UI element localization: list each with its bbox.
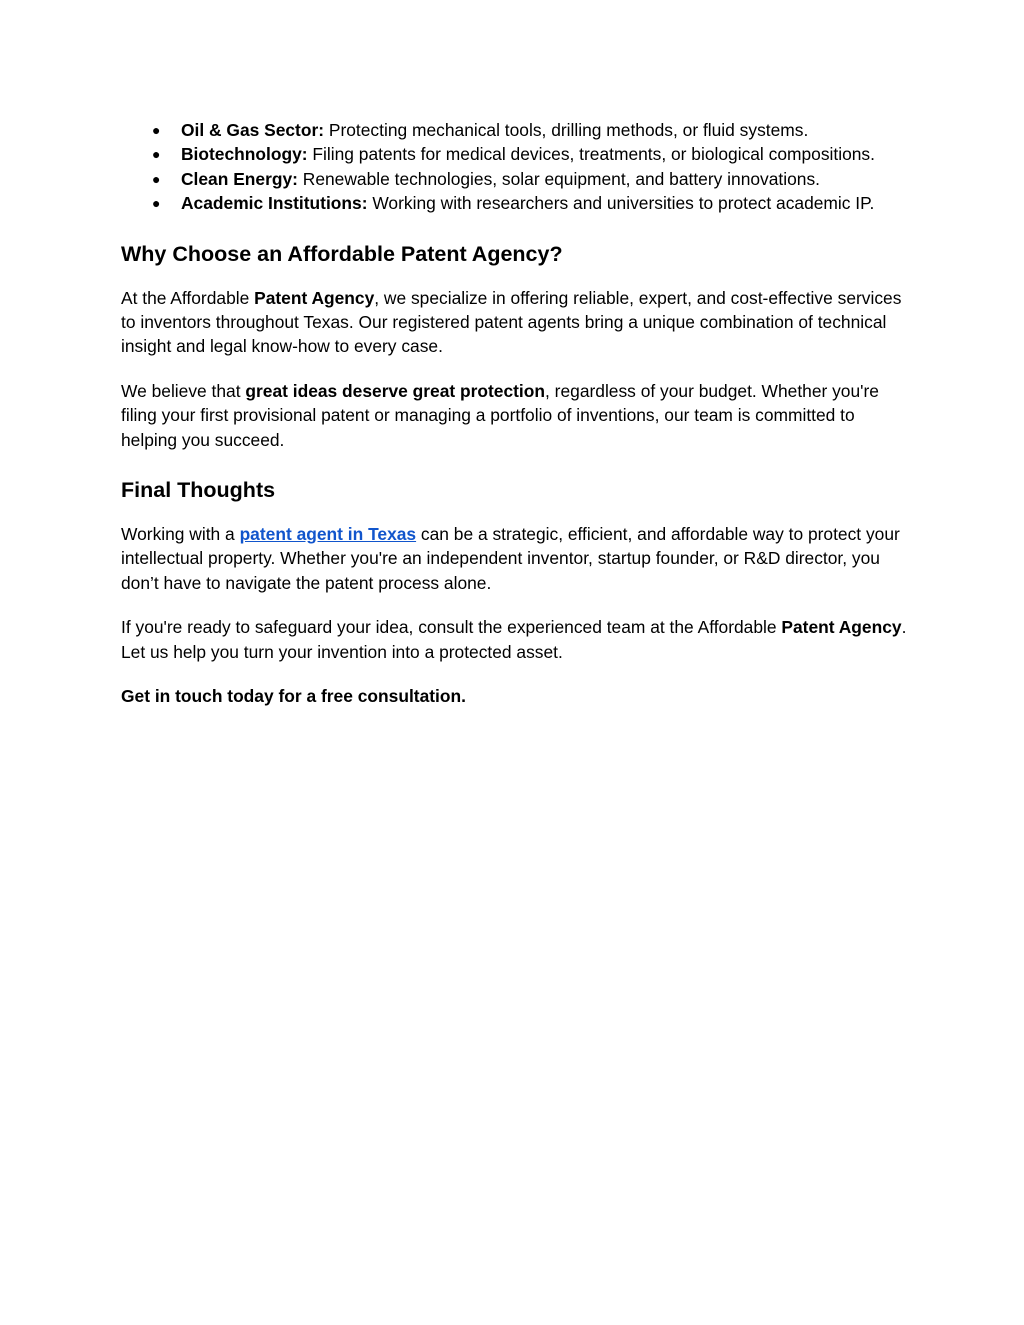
why-paragraph-1	[121, 286, 911, 359]
list-item	[121, 191, 911, 215]
final-thoughts-heading: Final Thoughts	[121, 478, 276, 503]
text-run: , we specialize in offering reliable, expert, and cost-effective services to inventors throughout Texas. Our registered patent agents bring a unique combination of technical insight and legal know-how to every case.	[121, 287, 902, 357]
list-item	[121, 167, 911, 191]
list-item	[121, 118, 911, 142]
list-item-text: Filing patents for medical devices, treatments, or biological compositions.	[307, 144, 875, 165]
agency-name-bold: Patent Agency	[254, 287, 375, 308]
patent-agent-texas-link[interactable]: patent agent in Texas	[239, 524, 417, 545]
bullet-icon: ●	[152, 122, 161, 138]
text-run: At the Affordable	[121, 287, 255, 308]
bullet-icon: ●	[152, 170, 161, 187]
list-item-label: Academic Institutions:	[181, 193, 368, 214]
text-run: . Let us help you turn your invention into a protected asset.	[121, 617, 907, 662]
why-paragraph-2	[121, 379, 911, 452]
bullet-icon: ●	[152, 146, 161, 163]
list-item-label: Clean Energy:	[181, 168, 298, 189]
text-run: If you're ready to safeguard your idea, consult the experienced team at the Affordable	[121, 617, 782, 638]
text-run: Working with a	[121, 524, 240, 545]
list-item-text: Renewable technologies, solar equipment, and battery innovations.	[297, 168, 820, 189]
agency-name-bold: Patent Agency	[781, 617, 902, 638]
why-choose-heading: Why Choose an Affordable Patent Agency?	[121, 241, 563, 266]
list-item-text: Working with researchers and universities to protect academic IP.	[367, 193, 875, 214]
text-run: , regardless of your budget. Whether you're filing your first provisional patent or managing a portfolio of inventions, our team is committed to helping you succeed.	[121, 380, 879, 450]
emphasis-bold: great ideas deserve great protection	[245, 380, 546, 401]
bullet-icon: ●	[152, 195, 161, 212]
final-paragraph-2	[121, 615, 911, 664]
list-item	[121, 142, 911, 166]
final-paragraph-1	[121, 522, 911, 595]
list-item-text: Protecting mechanical tools, drilling methods, or fluid systems.	[324, 120, 809, 140]
industry-bullet-list	[121, 118, 911, 216]
cta-text: Get in touch today for a free consultation.	[121, 686, 466, 707]
document-body	[121, 118, 911, 709]
list-item-label: Oil & Gas Sector:	[181, 120, 325, 140]
text-run: can be a strategic, efficient, and affordable way to protect your intellectual property. Whether you're an independent inventor, startup founder, or R&D director, you don’t have to navigate the patent process alone.	[121, 524, 900, 593]
text-run: We believe that	[121, 380, 246, 401]
call-to-action	[121, 684, 911, 708]
list-item-label: Biotechnology:	[181, 144, 308, 165]
